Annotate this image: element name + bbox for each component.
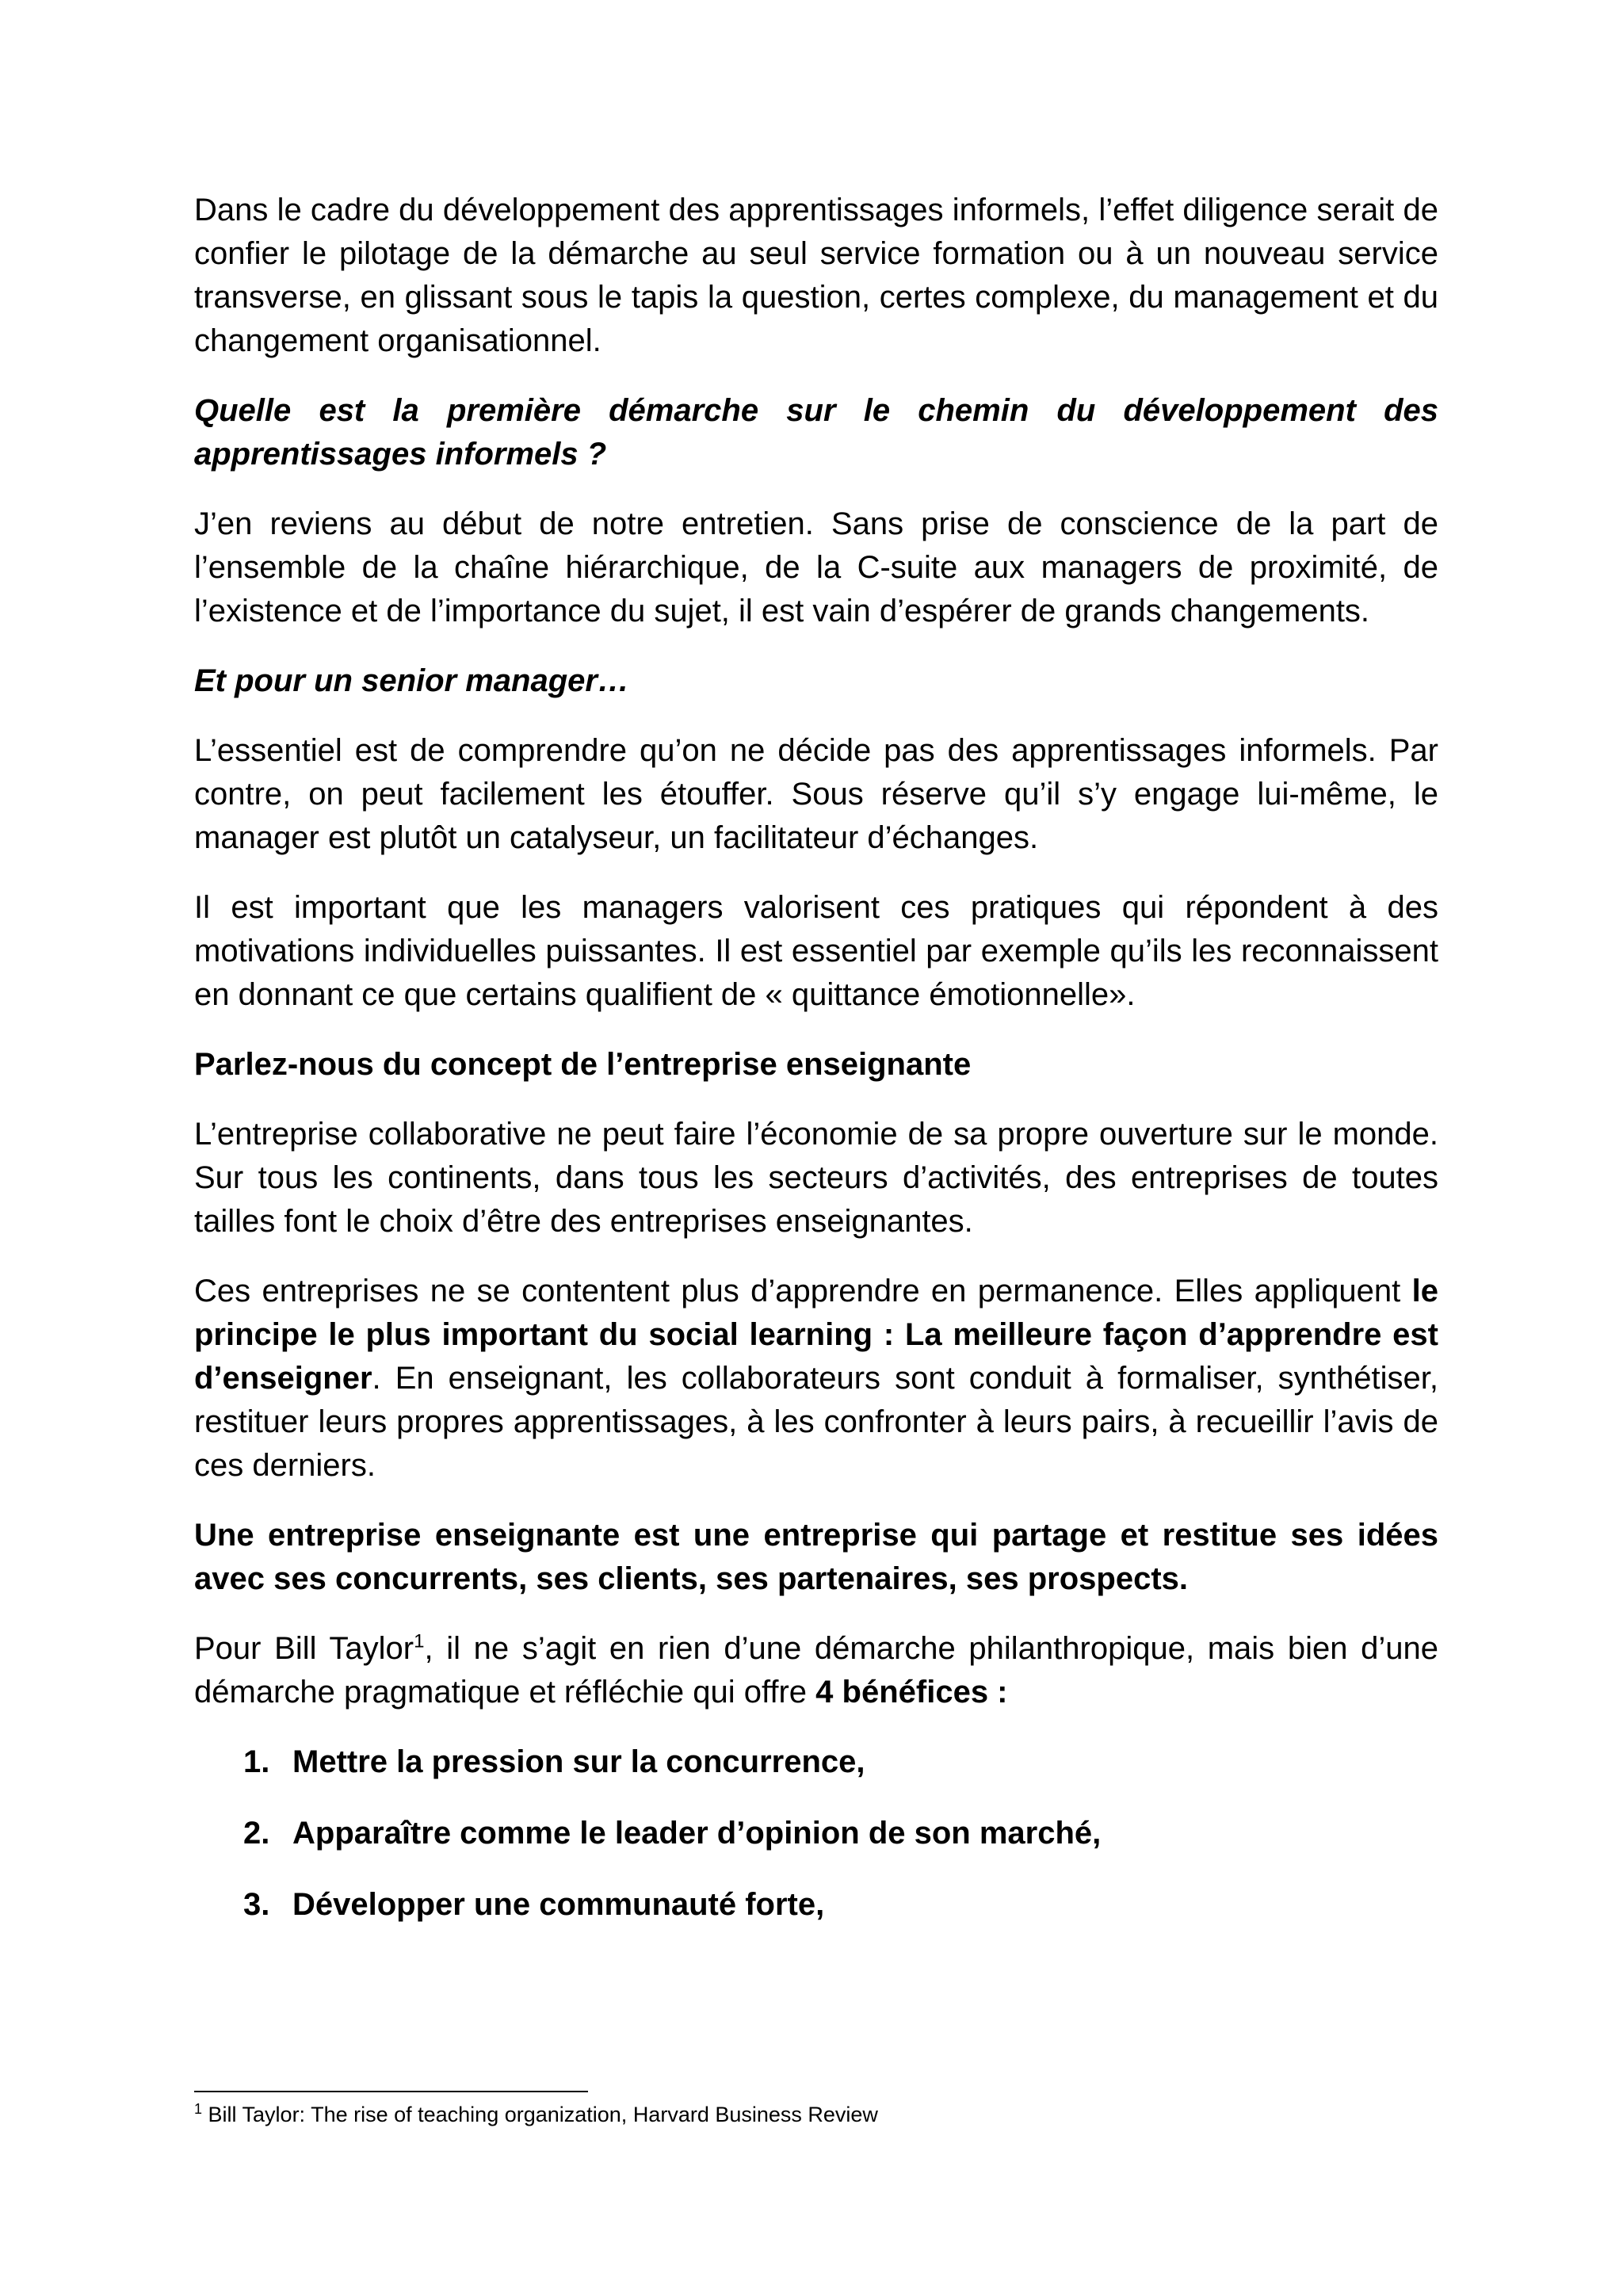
key-statement: Une entreprise enseignante est une entreprise qui partage et restitue ses idées avec ses concurrents, ses clients, ses partenaires, ses prospects. <box>194 1518 1438 1596</box>
paragraph-bold-text: le principe le plus important du social learning : La meilleure façon d’apprendre est d’enseigner <box>194 1274 1438 1396</box>
paragraph-text: Ces entreprises ne se contentent plus d’apprendre en permanence. Elles appliquent <box>194 1274 1412 1308</box>
footnote <box>194 2099 878 2130</box>
paragraph <box>194 1270 1438 1488</box>
footnote-text: Bill Taylor: The rise of teaching organization, Harvard Business Review <box>202 2103 878 2126</box>
list-item-text: Apparaître comme le leader d’opinion de son marché, <box>292 1816 1102 1851</box>
footnote-reference[interactable]: 1 <box>414 1630 425 1652</box>
footnote-separator <box>194 2091 588 2092</box>
list-item <box>243 1883 1438 1927</box>
paragraph-text: , il ne s’agit en rien d’une démarche philanthropique, mais bien d’une démarche pragmatique et réfléchie qui offre <box>194 1631 1438 1710</box>
paragraph: Il est important que les managers valorisent ces pratiques qui répondent à des motivations individuelles puissantes. Il est essentiel par exemple qu’ils les reconnaissent en donnant ce que certains qualifient de « quittance émotionnelle». <box>194 890 1438 1012</box>
paragraph: Dans le cadre du développement des apprentissages informels, l’effet diligence serait de confier le pilotage de la démarche au seul service formation ou à un nouveau service transverse, en glissant sous le tapis la question, certes complexe, du management et du changement organisationnel. <box>194 193 1438 358</box>
list-number: 1. <box>243 1744 270 1779</box>
list-item-text: Mettre la pression sur la concurrence, <box>292 1744 865 1779</box>
interview-question: Et pour un senior manager… <box>194 663 629 698</box>
paragraph-text: . En enseignant, les collaborateurs sont conduit à formaliser, synthétiser, restituer leurs propres apprentissages, à les confronter à leurs pairs, à recueillir l’avis de ces derniers. <box>194 1361 1438 1483</box>
footnote-marker: 1 <box>194 2101 203 2117</box>
interview-question: Quelle est la première démarche sur le chemin du développement des apprentissages informels ? <box>194 393 1438 472</box>
list-item <box>243 1740 1438 1784</box>
list-number: 2. <box>243 1816 270 1851</box>
section-heading: Parlez-nous du concept de l’entreprise enseignante <box>194 1047 972 1082</box>
paragraph <box>194 1627 1438 1714</box>
paragraph: J’en reviens au début de notre entretien. Sans prise de conscience de la part de l’ensemble de la chaîne hiérarchique, de la C-suite aux managers de proximité, de l’existence et de l’importance du sujet, il est vain d’espérer de grands changements. <box>194 506 1438 628</box>
document-body <box>194 189 1438 1954</box>
list-number: 3. <box>243 1887 270 1922</box>
paragraph: L’entreprise collaborative ne peut faire l’économie de sa propre ouverture sur le monde. Sur tous les continents, dans tous les secteurs d’activités, des entreprises de toutes tailles font le choix d’être des entreprises enseignantes. <box>194 1117 1438 1239</box>
benefits-list <box>194 1740 1438 1927</box>
paragraph: L’essentiel est de comprendre qu’on ne décide pas des apprentissages informels. Par contre, on peut facilement les étouffer. Sous réserve qu’il s’y engage lui-même, le manager est plutôt un catalyseur, un facilitateur d’échanges. <box>194 733 1438 855</box>
list-item <box>243 1812 1438 1855</box>
paragraph-bold-text: 4 bénéfices : <box>815 1675 1008 1710</box>
list-item-text: Développer une communauté forte, <box>292 1887 825 1922</box>
paragraph-text: Pour Bill Taylor <box>194 1631 414 1666</box>
